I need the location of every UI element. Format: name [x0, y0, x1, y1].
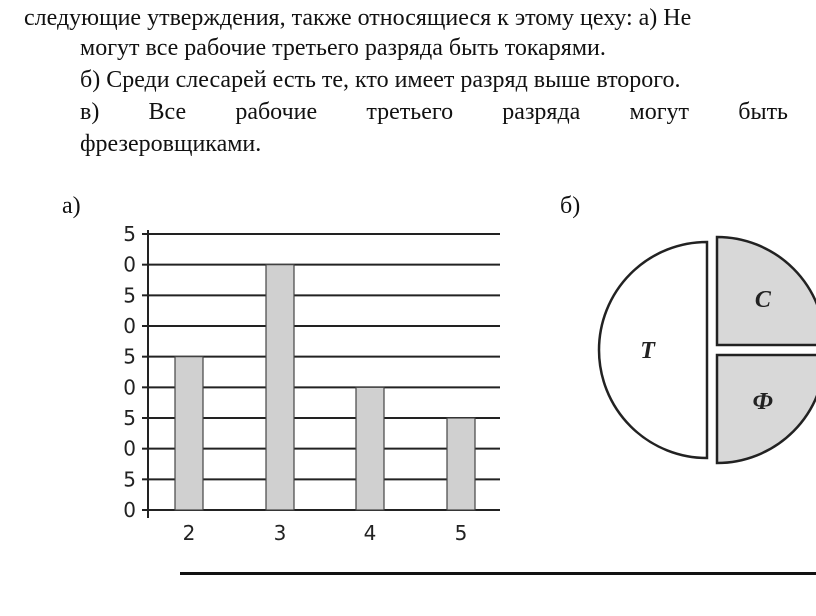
pie-label: Т — [640, 338, 655, 364]
y-tick-label: 5 — [123, 222, 136, 246]
pie-label: С — [754, 287, 771, 314]
text-line-2: могут все рабочие третьего разряда быть токарями. — [80, 35, 606, 61]
y-tick-label: 5 — [123, 467, 136, 492]
text-line-5: фрезеровщиками. — [80, 131, 262, 157]
y-tick-label: 5 — [123, 283, 136, 308]
y-tick-label: 0 — [123, 436, 136, 461]
pie-label: Ф — [752, 388, 774, 415]
y-tick-label: 0 — [123, 252, 136, 277]
x-tick-label: 2 — [182, 521, 196, 545]
y-tick-label: 0 — [123, 375, 136, 400]
text-line-3: б) Среди слесарей есть те, кто имеет разряд выше второго. — [80, 67, 681, 93]
bottom-rule — [180, 572, 816, 575]
x-tick-label: 5 — [454, 521, 468, 545]
panel-label-b: б) — [560, 193, 581, 219]
x-tick-label: 4 — [363, 521, 377, 545]
text-line-1: следующие утверждения, также относящиеся к этому цеху: а) Не — [24, 5, 692, 31]
text-line-4: в) Все рабочие третьего разряда могут быть — [80, 99, 788, 125]
y-tick-label: 0 — [123, 314, 136, 338]
y-tick-label: 5 — [123, 344, 136, 369]
y-tick-label: 0 — [123, 498, 136, 522]
y-tick-label: 5 — [123, 406, 136, 430]
panel-label-a: а) — [62, 193, 81, 219]
x-tick-label: 3 — [273, 521, 287, 545]
